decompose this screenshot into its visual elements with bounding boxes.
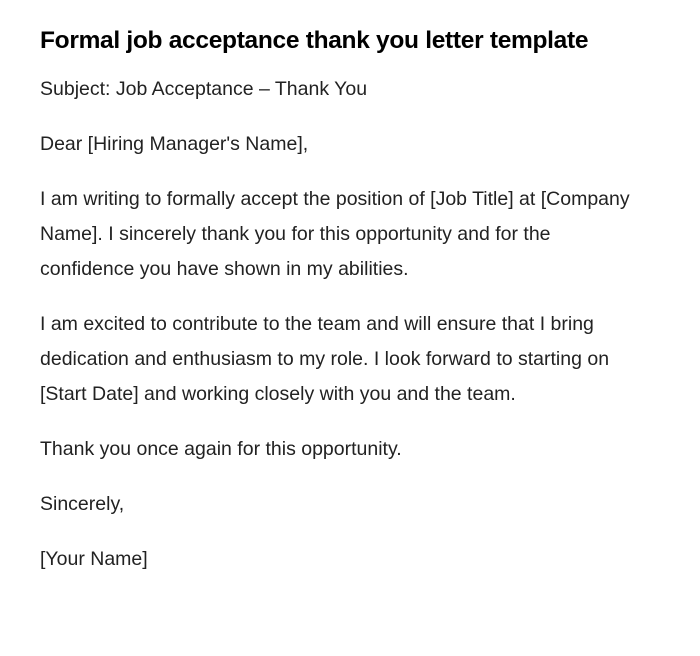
closing-line: Thank you once again for this opportunity. bbox=[40, 438, 402, 460]
body-paragraph-2: I am excited to contribute to the team and will ensure that I bring dedication and enthusiasm to my role. I look forward to starting on [Start Date] and working closely with you and the team. bbox=[40, 313, 610, 405]
subject-line: Subject: Job Acceptance – Thank You bbox=[40, 78, 368, 100]
sign-off: Sincerely, bbox=[40, 493, 125, 515]
page-title: Formal job acceptance thank you letter template bbox=[40, 27, 589, 54]
body-paragraph-1: I am writing to formally accept the position of [Job Title] at [Company Name]. I sincerely thank you for this opportunity and for the confidence you have shown in my abilities. bbox=[40, 188, 630, 280]
signature-placeholder: [Your Name] bbox=[40, 548, 148, 570]
letter-document bbox=[40, 24, 650, 597]
greeting: Dear [Hiring Manager's Name], bbox=[40, 133, 309, 155]
